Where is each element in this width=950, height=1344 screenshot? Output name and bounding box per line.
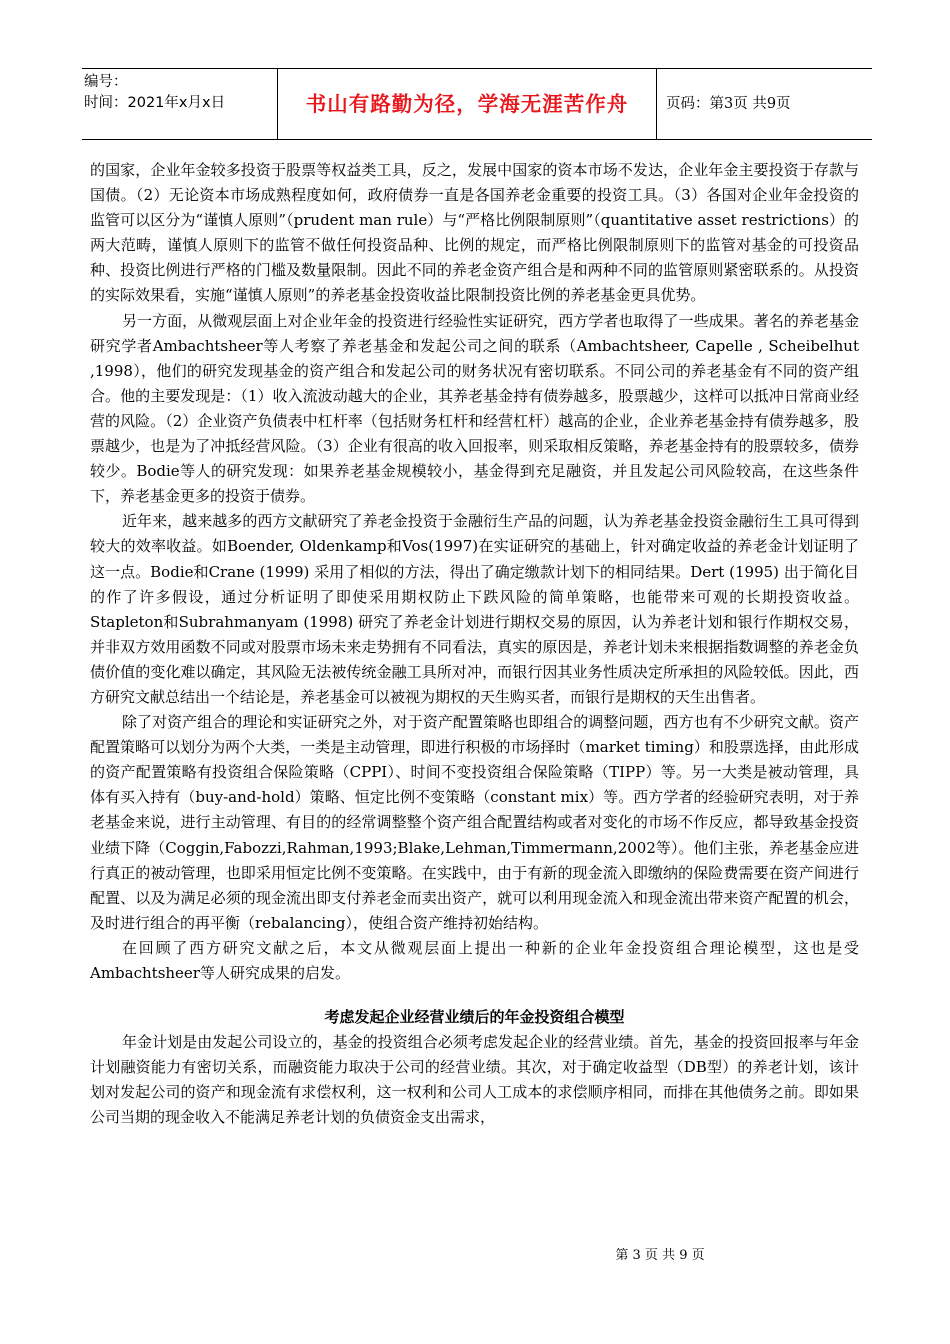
footer-page-number: 第 3 页 共 9 页 [615,1248,705,1263]
body-paragraph: 近年来，越来越多的西方文献研究了养老金投资于金融衍生产品的问题，认为养老基金投资金融衍生工具可得到较大的效率收益。如Boender, Oldenkamp和Vos(1997)在实证研究的基础上，针对确定收益的养老金计划证明了这一点。Bodie和Crane (1999) 采用了相似的方法，得出了确定缴款计划下的相同结果。Dert (1995) 出于简化目的作了许多假设，通过分析证明了即使采用期权防止下跌风险的简单策略，也能带来可观的长期投资收益。Stapleton和Subrahmanyam (1998) 研究了养老金计划进行期权交易的原因，认为养老计划和银行作期权交易，并非双方效用函数不同或对股票市场未来走势拥有不同看法，真实的原因是，养老计划未来根据指数调整的养老金负债价值的变化难以确定，其风险无法被传统金融工具所对冲，而银行因其业务性质决定所承担的风险较低。因此，西方研究文献总结出一个结论是，养老基金可以被视为期权的天生购买者，而银行是期权的天生出售者。 [90,512,859,706]
body-paragraph: 的国家，企业年金较多投资于股票等权益类工具，反之，发展中国家的资本市场不发达，企业年金主要投资于存款与国债。（2）无论资本市场成熟程度如何，政府债券一直是各国养老金重要的投资工具。（3）各国对企业年金投资的监管可以区分为“谨慎人原则”（prudent man rule）与“严格比例限制原则”（quantitative asset restrictions）的两大范畴，谨慎人原则下的监管不做任何投资品种、比例的规定，而严格比例限制原则下的监管对基金的可投资品种、投资比例进行严格的门槛及数量限制。因此不同的养老金资产组合是和两种不同的监管原则紧密联系的。从投资的实际效果看，实施“谨慎人原则”的养老基金投资收益比限制投资比例的养老基金更具优势。 [90,161,859,305]
header-divider [656,69,657,139]
header-motto: 书山有路勤为径，学海无涯苦作舟 [305,92,629,116]
document-time-label: 时间：2021年x月x日 [84,95,226,111]
page-footer [0,1247,950,1265]
header-page-number: 页码：第3页 共9页 [666,96,791,112]
body-paragraph: 在回顾了西方研究文献之后，本文从微观层面上提出一种新的企业年金投资组合理论模型，这也是受Ambachtsheer等人研究成果的启发。 [90,938,859,982]
document-number-label: 编号： [84,74,128,90]
document-body [90,158,859,1130]
section-heading: 考虑发起企业经营业绩后的年金投资组合模型 [324,1008,625,1027]
body-paragraph: 除了对资产组合的理论和实证研究之外，对于资产配置策略也即组合的调整问题，西方也有不少研究文献。资产配置策略可以划分为两个大类，一类是主动管理，即进行积极的市场择时（market timing）和股票选择，由此形成的资产配置策略有投资组合保险策略（CPPI）、时间不变投资组合保险策略（TIPP）等。另一大类是被动管理，具体有买入持有（buy-and-hold）策略、恒定比例不变策略（constant mix）等。西方学者的经验研究表明，对于养老基金来说，进行主动管理、有目的的经常调整整个资产组合配置结构或者对变化的市场不作反应，都导致基金投资业绩下降（Coggin,Fabozzi,Rahman,1993;Blake,Lehman,Timmermann,2002等）。他们主张，养老基金应进行真正的被动管理，也即采用恒定比例不变策略。在实践中，由于有新的现金流入即缴纳的保险费需要在资产间进行配置、以及为满足必须的现金流出即支付养老金而卖出资产，就可以利用现金流入和现金流出带来资产配置的机会，及时进行组合的再平衡（rebalancing），使组合资产维持初始结构。 [90,713,859,932]
page-header [82,68,872,140]
section-paragraph: 年金计划是由发起公司设立的，基金的投资组合必须考虑发起企业的经营业绩。首先，基金的投资回报率与年金计划融资能力有密切关系，而融资能力取决于公司的经营业绩。其次，对于确定收益型（DB型）的养老计划，该计划对发起公司的资产和现金流有求偿权利，这一权利和公司人工成本的求偿顺序相同，而排在其他债务之前。即如果公司当期的现金收入不能满足养老计划的负债资金支出需求， [90,1033,859,1127]
header-meta [84,72,274,136]
body-paragraph: 另一方面，从微观层面上对企业年金的投资进行经验性实证研究，西方学者也取得了一些成果。著名的养老基金研究学者Ambachtsheer等人考察了养老基金和发起公司之间的联系（Ambachtsheer, Capelle , Scheibelhut ,1998），他们的研究发现基金的资产组合和发起公司的财务状况有密切联系。不同公司的养老基金有不同的资产组合。他的主要发现是：（1）收入流波动越大的企业，其养老基金持有债券越多，股票越少，这样可以抵冲日常商业经营的风险。（2）企业资产负债表中杠杆率（包括财务杠杆和经营杠杆）越高的企业，企业养老基金持有债券越多，股票越少，也是为了冲抵经营风险。（3）企业有很高的收入回报率，则采取相反策略，养老基金持有的股票较多，债券较少。Bodie等人的研究发现：如果养老基金规模较小，基金得到充足融资，并且发起公司风险较高，在这些条件下，养老基金更多的投资于债券。 [90,311,859,506]
